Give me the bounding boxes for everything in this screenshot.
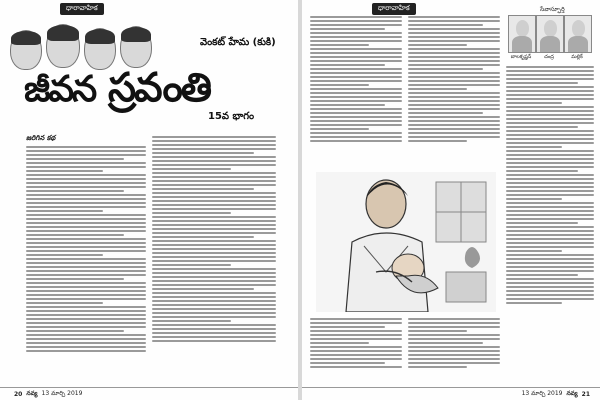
portrait-face (10, 30, 42, 70)
portrait-caption-3: మల్లిక్ (571, 54, 583, 60)
right-page-number: 21 (581, 390, 590, 398)
right-issue-date: 13 మార్చి 2019 (521, 390, 563, 397)
corner-label: సేవాస్ఫూర్తి (540, 6, 565, 13)
portrait-caption-2: చంద్ర (544, 54, 554, 60)
portrait-face (46, 24, 80, 68)
right-section-tag: ధారావాహిక (372, 3, 416, 15)
left-column-2 (152, 134, 276, 384)
right-column-1-bottom (310, 316, 402, 382)
title-part2: స్రవంతి (108, 64, 211, 111)
right-column-2-bottom (408, 316, 500, 382)
right-magazine-name: నవ్య (566, 390, 578, 397)
portrait-1 (508, 15, 536, 53)
author-line: వెంకట్ హేమ (కుకి) (200, 37, 276, 48)
right-footer (302, 387, 600, 400)
episode-number: 15వ భాగం (208, 111, 255, 122)
portrait-caption-1: బాలకృష్ణన్ (510, 54, 532, 60)
illustration-art (316, 172, 496, 312)
left-section-tag: ధారావాహిక (60, 3, 104, 15)
recap-label: జరిగిన కథ (26, 134, 56, 142)
title-part1: జీవన (24, 68, 96, 110)
right-column-1 (310, 14, 402, 174)
right-column-3 (506, 64, 594, 384)
left-issue-date: 13 మార్చి 2019 (41, 390, 83, 397)
left-page (0, 0, 298, 400)
left-column-1 (26, 144, 146, 384)
story-illustration (316, 172, 496, 312)
left-magazine-name: నవ్య (26, 390, 38, 397)
right-column-2 (408, 14, 500, 174)
portrait-face (120, 26, 152, 68)
left-footer (0, 387, 298, 400)
portrait-3 (564, 15, 592, 53)
portrait-2 (536, 15, 564, 53)
right-page (302, 0, 600, 400)
left-page-number: 20 (14, 390, 23, 398)
